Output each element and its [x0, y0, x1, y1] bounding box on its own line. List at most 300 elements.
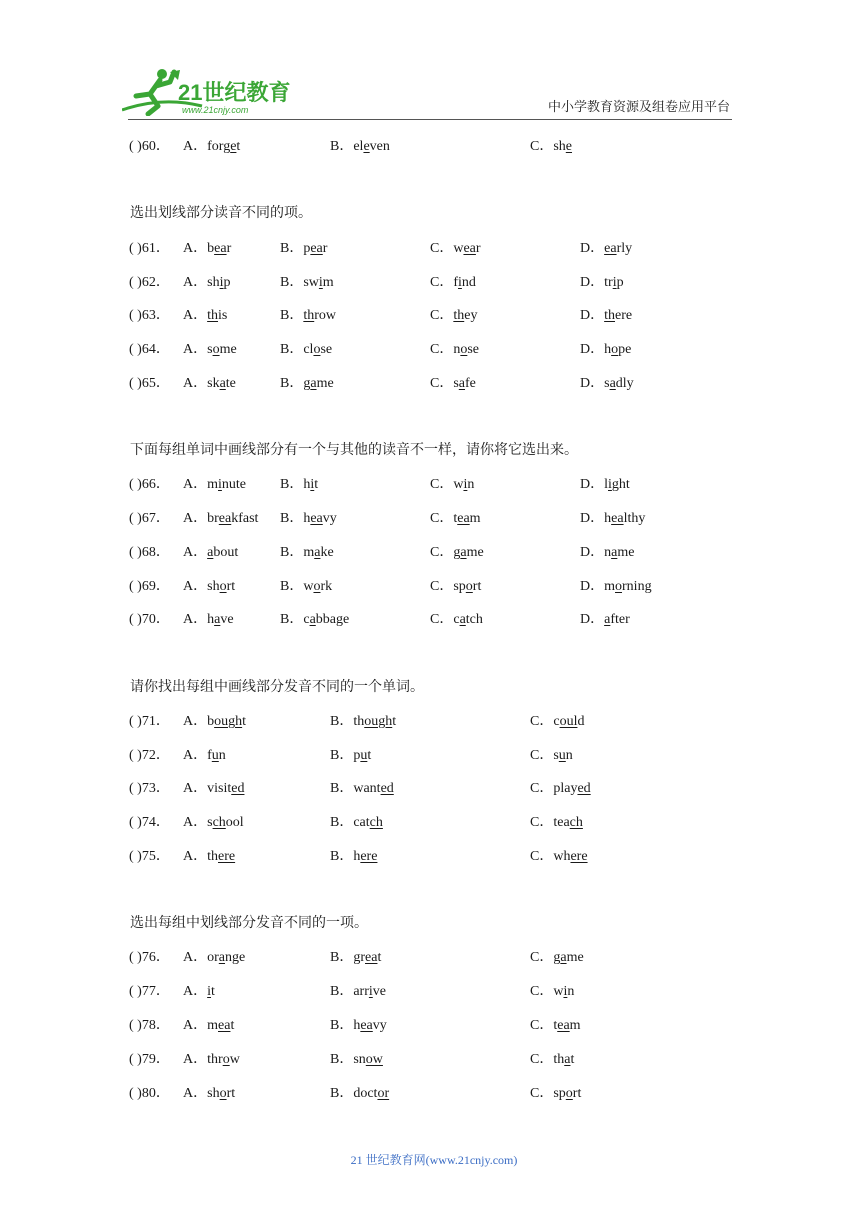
word-part: se	[320, 342, 333, 357]
answer-option[interactable]	[330, 947, 381, 969]
underlined-letters: e	[230, 139, 237, 154]
option-letter: B．	[280, 545, 304, 560]
answer-option[interactable]	[430, 373, 476, 395]
question-row	[0, 609, 860, 631]
option-letter: A．	[183, 1086, 208, 1101]
word-part: n	[453, 342, 461, 357]
underlined-letters: th	[453, 308, 465, 323]
word-part: doct	[353, 1086, 378, 1101]
answer-option[interactable]	[530, 1083, 581, 1105]
underlined-letters: ea	[218, 1018, 231, 1033]
answer-option[interactable]	[580, 339, 631, 361]
underlined-letters: a	[604, 612, 611, 627]
word-part: visit	[207, 781, 232, 796]
answer-option[interactable]	[280, 305, 336, 327]
word-part: rk	[320, 579, 333, 594]
word-part: cl	[303, 342, 314, 357]
option-letter: B．	[280, 275, 304, 290]
question-row	[0, 1049, 860, 1071]
header-divider	[128, 119, 732, 120]
word-part: is	[218, 308, 228, 323]
question-number: ( )80．	[129, 1086, 170, 1101]
word-part: rly	[616, 241, 633, 256]
underlined-letters: a	[564, 1052, 571, 1067]
answer-option[interactable]	[530, 1015, 581, 1037]
logo-url: www.21cnjy.com	[182, 105, 249, 115]
word-part: s	[207, 342, 213, 357]
answer-option[interactable]	[183, 846, 235, 868]
underlined-letters: ed	[231, 781, 245, 796]
answer-option[interactable]	[430, 474, 474, 496]
word-part: kfast	[231, 511, 259, 526]
underlined-letters: u	[360, 748, 368, 763]
answer-option[interactable]	[183, 1049, 240, 1071]
answer-option[interactable]	[530, 812, 583, 834]
answer-option[interactable]	[430, 305, 477, 327]
underlined-letters: a	[218, 950, 226, 965]
word-part: g	[553, 950, 561, 965]
word-part: t	[453, 511, 458, 526]
underlined-letters: o	[219, 1086, 227, 1101]
word-part: t	[242, 714, 247, 729]
answer-option[interactable]	[183, 609, 234, 631]
answer-option[interactable]	[580, 609, 630, 631]
option-letter: C．	[430, 241, 454, 256]
word-part: h	[353, 849, 361, 864]
underlined-letters: ere	[360, 849, 378, 864]
option-letter: A．	[183, 1018, 208, 1033]
option-letter: A．	[183, 781, 208, 796]
answer-option[interactable]	[530, 778, 591, 800]
answer-option[interactable]	[530, 1049, 574, 1071]
underlined-letters: ea	[214, 241, 227, 256]
word-part: sw	[303, 275, 319, 290]
option-letter: A．	[183, 950, 208, 965]
answer-option[interactable]	[183, 711, 246, 733]
underlined-letters: a	[611, 545, 618, 560]
option-letter: B．	[280, 342, 304, 357]
question-row	[0, 711, 860, 733]
answer-option[interactable]	[280, 474, 318, 496]
word-part: or	[207, 950, 219, 965]
underlined-letters: o	[222, 1052, 230, 1067]
word-part: n	[467, 477, 475, 492]
option-letter: B．	[330, 714, 354, 729]
underlined-letters: a	[460, 545, 467, 560]
answer-option[interactable]	[330, 711, 396, 733]
underlined-letters: ch	[569, 815, 583, 830]
underlined-letters: ch	[212, 815, 226, 830]
answer-option[interactable]	[183, 745, 226, 767]
option-letter: B．	[330, 849, 354, 864]
word-part: s	[453, 376, 459, 391]
option-letter: D．	[580, 376, 605, 391]
answer-option[interactable]	[280, 238, 327, 260]
answer-option[interactable]	[580, 474, 630, 496]
underlined-letters: o	[460, 342, 468, 357]
question-number: ( )61．	[129, 241, 170, 256]
word-part: th	[553, 1052, 565, 1067]
underlined-letters: i	[318, 275, 323, 290]
underlined-letters: ch	[369, 815, 383, 830]
question-number: ( )78．	[129, 1018, 170, 1033]
word-part: m	[469, 511, 481, 526]
answer-option[interactable]	[330, 1015, 387, 1037]
word-part: sk	[207, 376, 220, 391]
option-letter: C．	[530, 781, 554, 796]
question-number: ( )72．	[129, 748, 170, 763]
option-letter: D．	[580, 477, 605, 492]
option-letter: A．	[183, 139, 208, 154]
word-part: el	[353, 139, 364, 154]
question-row	[0, 576, 860, 598]
word-part: t	[211, 984, 215, 999]
answer-option[interactable]	[183, 542, 238, 564]
question-number: ( )69．	[129, 579, 170, 594]
word-part: t	[314, 477, 319, 492]
option-letter: B．	[280, 511, 304, 526]
word-part: sh	[207, 1086, 220, 1101]
answer-option[interactable]	[580, 272, 624, 294]
option-letter: D．	[580, 241, 605, 256]
underlined-letters: i	[458, 275, 462, 290]
section-instruction: 下面每组单词中画线部分有一个与其他的读音不一样，请你将它选出来。	[130, 442, 578, 458]
question-row	[0, 238, 860, 260]
answer-option[interactable]	[183, 1015, 234, 1037]
word-part: n	[604, 545, 612, 560]
underlined-letters: a	[314, 545, 321, 560]
answer-option[interactable]	[280, 339, 332, 361]
word-part: sh	[207, 579, 220, 594]
section-instruction: 选出划线部分读音不同的项。	[130, 205, 312, 221]
question-number: ( )73．	[129, 781, 170, 796]
question-number: ( )71．	[129, 714, 170, 729]
underlined-letters: a	[309, 612, 316, 627]
word-part: ven	[369, 139, 390, 154]
option-letter: A．	[183, 545, 208, 560]
answer-option[interactable]	[280, 508, 337, 530]
word-part: p	[303, 241, 311, 256]
word-part: br	[207, 511, 219, 526]
answer-option[interactable]	[530, 947, 584, 969]
word-part: h	[604, 511, 612, 526]
option-letter: D．	[580, 579, 605, 594]
word-part: th	[353, 714, 365, 729]
option-letter: C．	[430, 342, 454, 357]
answer-option[interactable]	[183, 136, 240, 158]
question-row	[0, 812, 860, 834]
underlined-letters: o	[313, 579, 321, 594]
underlined-letters: o	[212, 342, 220, 357]
word-part: me	[316, 376, 334, 391]
underlined-letters: i	[368, 984, 373, 999]
answer-option[interactable]	[280, 609, 349, 631]
underlined-letters: ea	[310, 511, 323, 526]
answer-option[interactable]	[183, 339, 237, 361]
question-row	[0, 136, 860, 158]
underlined-letters: i	[608, 477, 612, 492]
question-number: ( )64．	[129, 342, 170, 357]
underlined-letters: ough	[364, 714, 393, 729]
answer-option[interactable]	[280, 576, 332, 598]
answer-option[interactable]	[430, 238, 481, 260]
answer-option[interactable]	[280, 373, 334, 395]
word-part: nge	[225, 950, 246, 965]
page-header	[0, 0, 860, 120]
question-row	[0, 542, 860, 564]
answer-option[interactable]	[183, 1083, 235, 1105]
option-letter: C．	[430, 511, 454, 526]
underlined-letters: ea	[604, 241, 617, 256]
question-row	[0, 981, 860, 1003]
answer-option[interactable]	[430, 508, 481, 530]
underlined-letters: a	[609, 376, 616, 391]
answer-option[interactable]	[580, 373, 634, 395]
underlined-letters: ea	[360, 1018, 373, 1033]
underlined-letters: e	[565, 139, 573, 154]
word-part: forg	[207, 139, 231, 154]
word-part: vy	[322, 511, 337, 526]
question-number: ( )67．	[129, 511, 170, 526]
answer-option[interactable]	[183, 947, 245, 969]
underlined-letters: ough	[214, 714, 243, 729]
word-part: arr	[353, 984, 369, 999]
option-letter: B．	[330, 1086, 354, 1101]
word-part: h	[303, 511, 311, 526]
question-number: ( )65．	[129, 376, 170, 391]
option-letter: B．	[280, 376, 304, 391]
word-part: sn	[353, 1052, 366, 1067]
question-row	[0, 1015, 860, 1037]
underlined-letters: th	[303, 308, 315, 323]
answer-option[interactable]	[580, 508, 645, 530]
word-part: r	[475, 241, 481, 256]
underlined-letters: or	[377, 1086, 390, 1101]
option-letter: C．	[530, 1052, 554, 1067]
answer-option[interactable]	[330, 745, 371, 767]
option-letter: D．	[580, 545, 605, 560]
question-row	[0, 305, 860, 327]
word-part: m	[604, 579, 616, 594]
word-part: me	[219, 342, 237, 357]
word-part: ve	[220, 612, 234, 627]
question-number: ( )60．	[129, 139, 170, 154]
word-part: w	[453, 241, 464, 256]
word-part: t	[553, 1018, 558, 1033]
word-part: sh	[207, 275, 220, 290]
answer-option[interactable]	[580, 238, 632, 260]
answer-option[interactable]	[580, 542, 634, 564]
option-letter: C．	[530, 815, 554, 830]
answer-option[interactable]	[183, 272, 230, 294]
word-part: w	[553, 984, 564, 999]
word-part: sh	[553, 139, 566, 154]
answer-option[interactable]	[330, 846, 377, 868]
underlined-letters: o	[611, 342, 619, 357]
option-letter: C．	[530, 714, 554, 729]
word-part: s	[553, 748, 559, 763]
answer-option[interactable]	[183, 778, 244, 800]
underlined-letters: th	[207, 308, 219, 323]
answer-option[interactable]	[330, 778, 394, 800]
word-part: ey	[464, 308, 478, 323]
word-part: t	[570, 1052, 575, 1067]
word-part: t	[392, 714, 397, 729]
option-letter: B．	[330, 139, 354, 154]
answer-option[interactable]	[430, 542, 484, 564]
option-letter: B．	[280, 579, 304, 594]
section-instruction: 选出每组中划线部分发音不同的一项。	[130, 915, 368, 931]
word-part: rt	[226, 579, 236, 594]
underlined-letters: i	[207, 984, 212, 999]
answer-option[interactable]	[280, 542, 334, 564]
underlined-letters: a	[310, 376, 317, 391]
answer-option[interactable]	[280, 272, 334, 294]
option-letter: A．	[183, 579, 208, 594]
word-part: n	[567, 984, 575, 999]
underlined-letters: ea	[463, 241, 476, 256]
word-part: rning	[622, 579, 652, 594]
word-part: f	[207, 748, 212, 763]
answer-option[interactable]	[330, 981, 386, 1003]
footer-text[interactable]: 21 世纪教育网(www.21cnjy.com)	[350, 1153, 518, 1167]
question-row	[0, 508, 860, 530]
underlined-letters: a	[458, 376, 466, 391]
answer-option[interactable]	[580, 576, 652, 598]
word-part: g	[303, 376, 311, 391]
word-part: w	[229, 1052, 240, 1067]
word-part: c	[303, 612, 310, 627]
word-part: c	[453, 612, 460, 627]
option-letter: B．	[280, 477, 304, 492]
option-letter: D．	[580, 612, 605, 627]
word-part: wh	[553, 849, 571, 864]
option-letter: A．	[183, 308, 208, 323]
option-letter: B．	[330, 815, 354, 830]
word-part: p	[353, 748, 361, 763]
underlined-letters: ea	[218, 511, 232, 526]
underlined-letters: ea	[611, 511, 624, 526]
word-part: h	[353, 1018, 361, 1033]
word-part: w	[453, 477, 464, 492]
question-row	[0, 745, 860, 767]
word-part: play	[553, 781, 578, 796]
word-part: m	[569, 1018, 581, 1033]
word-part: c	[553, 714, 560, 729]
word-part: m	[207, 1018, 219, 1033]
option-letter: A．	[183, 714, 208, 729]
word-part: h	[207, 612, 215, 627]
option-letter: D．	[580, 511, 605, 526]
option-letter: A．	[183, 477, 208, 492]
underlined-letters: o	[615, 579, 623, 594]
logo	[122, 66, 292, 116]
option-letter: B．	[330, 984, 354, 999]
underlined-letters: o	[465, 579, 473, 594]
answer-option[interactable]	[183, 981, 215, 1003]
word-part: tea	[553, 815, 570, 830]
answer-option[interactable]	[430, 576, 481, 598]
answer-option[interactable]	[530, 846, 588, 868]
answer-option[interactable]	[183, 373, 236, 395]
word-part: s	[604, 376, 610, 391]
option-letter: B．	[330, 781, 354, 796]
answer-option[interactable]	[183, 305, 227, 327]
option-letter: C．	[530, 139, 554, 154]
answer-option[interactable]	[580, 305, 632, 327]
word-part: ve	[372, 984, 386, 999]
option-letter: B．	[280, 612, 304, 627]
option-letter: B．	[280, 308, 304, 323]
option-letter: C．	[530, 984, 554, 999]
word-part: nd	[461, 275, 476, 290]
answer-option[interactable]	[430, 339, 479, 361]
underlined-letters: u	[211, 748, 219, 763]
answer-option[interactable]	[330, 1083, 389, 1105]
answer-option[interactable]	[530, 711, 584, 733]
word-part: t	[236, 139, 241, 154]
answer-option[interactable]	[530, 981, 574, 1003]
option-letter: C．	[530, 849, 554, 864]
underlined-letters: ea	[457, 511, 470, 526]
answer-option[interactable]	[330, 1049, 383, 1071]
underlined-letters: o	[219, 579, 227, 594]
answer-option[interactable]	[183, 576, 235, 598]
option-letter: A．	[183, 612, 208, 627]
word-part: ere	[615, 308, 633, 323]
answer-option[interactable]	[430, 272, 476, 294]
question-number: ( )68．	[129, 545, 170, 560]
underlined-letters: a	[219, 376, 226, 391]
answer-option[interactable]	[430, 609, 483, 631]
answer-option[interactable]	[183, 508, 258, 530]
option-letter: A．	[183, 1052, 208, 1067]
option-letter: A．	[183, 275, 208, 290]
option-letter: C．	[530, 1086, 554, 1101]
word-part: h	[303, 477, 311, 492]
word-part: f	[453, 275, 459, 290]
underlined-letters: ere	[570, 849, 588, 864]
word-part: d	[577, 714, 585, 729]
answer-option[interactable]	[330, 136, 390, 158]
answer-option[interactable]	[530, 745, 573, 767]
underlined-letters: a	[214, 612, 221, 627]
underlined-letters: i	[612, 275, 617, 290]
word-part: ool	[225, 815, 244, 830]
option-letter: B．	[330, 748, 354, 763]
answer-option[interactable]	[330, 812, 383, 834]
word-part: p	[223, 275, 231, 290]
option-letter: C．	[530, 748, 554, 763]
word-part: fe	[465, 376, 476, 391]
option-letter: C．	[430, 612, 454, 627]
underlined-letters: ow	[365, 1052, 383, 1067]
word-part: me	[566, 950, 584, 965]
answer-option[interactable]	[183, 238, 231, 260]
option-letter: D．	[580, 308, 605, 323]
word-part: b	[207, 241, 215, 256]
answer-option[interactable]	[183, 474, 246, 496]
underlined-letters: ed	[577, 781, 591, 796]
option-letter: A．	[183, 849, 208, 864]
word-part: me	[617, 545, 635, 560]
word-part: rt	[572, 1086, 582, 1101]
answer-option[interactable]	[183, 812, 244, 834]
answer-option[interactable]	[530, 136, 572, 158]
word-part: thr	[207, 1052, 223, 1067]
underlined-letters: i	[463, 477, 468, 492]
option-letter: D．	[580, 342, 605, 357]
